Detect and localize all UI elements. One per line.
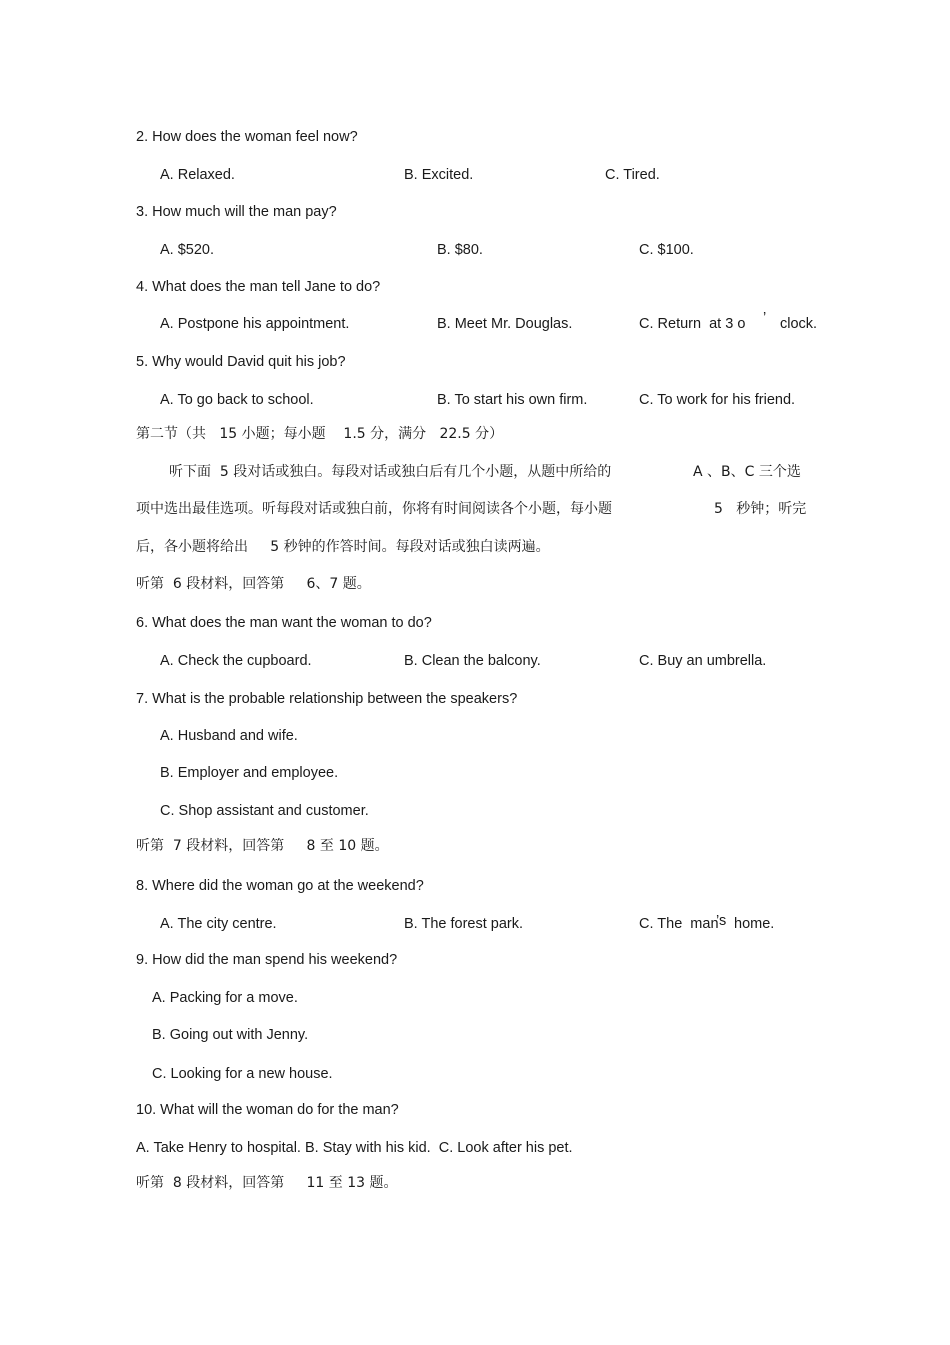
question-4-option-c-tail: clock. (780, 316, 818, 332)
question-6-option-b: B. Clean the balcony. (404, 653, 541, 669)
question-4-option-b: B. Meet Mr. Douglas. (437, 316, 573, 332)
section-2-instructions-line-3: 后，各小题将给出 5 秒钟的作答时间。每段对话或独白读两遍。 (136, 539, 550, 555)
question-7-stem: 7. What is the probable relationship between the speakers? (136, 691, 518, 707)
question-2-option-c: C. Tired. (605, 167, 660, 183)
question-9-option-a: A. Packing for a move. (152, 990, 298, 1006)
question-6-option-c: C. Buy an umbrella. (639, 653, 767, 669)
section-2-instructions-line-1-end: A 、B、C 三个选 (693, 464, 801, 480)
question-3-stem: 3. How much will the man pay? (136, 204, 337, 220)
question-10-options: A. Take Henry to hospital. B. Stay with his kid. C. Look after his pet. (136, 1140, 573, 1156)
question-6-stem: 6. What does the man want the woman to do? (136, 615, 432, 631)
section-2-instructions-line-2: 项中选出最佳选项。听每段对话或独白前，你将有时间阅读各个小题，每小题 (136, 501, 612, 517)
passage-8-heading: 听第 8 段材料，回答第 11 至 13 题。 (136, 1175, 398, 1191)
question-8-option-b: B. The forest park. (404, 916, 524, 932)
question-9-stem: 9. How did the man spend his weekend? (136, 952, 398, 968)
question-7-option-a: A. Husband and wife. (160, 728, 298, 744)
question-4-option-c: C. Return at 3 o (639, 316, 746, 332)
question-8-stem: 8. Where did the woman go at the weekend? (136, 878, 424, 894)
question-10-stem: 10. What will the woman do for the man? (136, 1102, 399, 1118)
section-2-instructions-line-1: 听下面 5 段对话或独白。每段对话或独白后有几个小题，从题中所给的 (169, 464, 612, 480)
question-9-option-c: C. Looking for a new house. (152, 1066, 333, 1082)
question-2-stem: 2. How does the woman feel now? (136, 129, 358, 145)
question-5-option-b: B. To start his own firm. (437, 392, 588, 408)
question-7-option-c: C. Shop assistant and customer. (160, 803, 369, 819)
section-2-instructions-line-2-end: 5 秒钟；听完 (714, 501, 807, 517)
question-8-option-a: A. The city centre. (160, 916, 277, 932)
question-4-stem: 4. What does the man tell Jane to do? (136, 279, 381, 295)
question-4-option-a: A. Postpone his appointment. (160, 316, 350, 332)
question-3-option-b: B. $80. (437, 242, 483, 258)
question-5-option-c: C. To work for his friend. (639, 392, 796, 408)
question-3-option-c: C. $100. (639, 242, 694, 258)
question-2-option-a: A. Relaxed. (160, 167, 235, 183)
question-8-option-c-apostrophe: ’s (716, 913, 727, 929)
question-5-option-a: A. To go back to school. (160, 392, 314, 408)
question-6-option-a: A. Check the cupboard. (160, 653, 312, 669)
question-7-option-b: B. Employer and employee. (160, 765, 339, 781)
passage-7-heading: 听第 7 段材料，回答第 8 至 10 题。 (136, 838, 389, 854)
question-4-option-c-apostrophe: ’ (763, 310, 767, 326)
passage-6-heading: 听第 6 段材料，回答第 6、7 题。 (136, 576, 371, 592)
section-2-heading: 第二节（共 15 小题；每小题 1.5 分，满分 22.5 分） (136, 426, 504, 442)
question-5-stem: 5. Why would David quit his job? (136, 354, 346, 370)
question-3-option-a: A. $520. (160, 242, 215, 258)
question-8-option-c: C. The man (639, 916, 719, 932)
question-9-option-b: B. Going out with Jenny. (152, 1027, 309, 1043)
question-2-option-b: B. Excited. (404, 167, 474, 183)
question-8-option-c-tail: home. (734, 916, 775, 932)
